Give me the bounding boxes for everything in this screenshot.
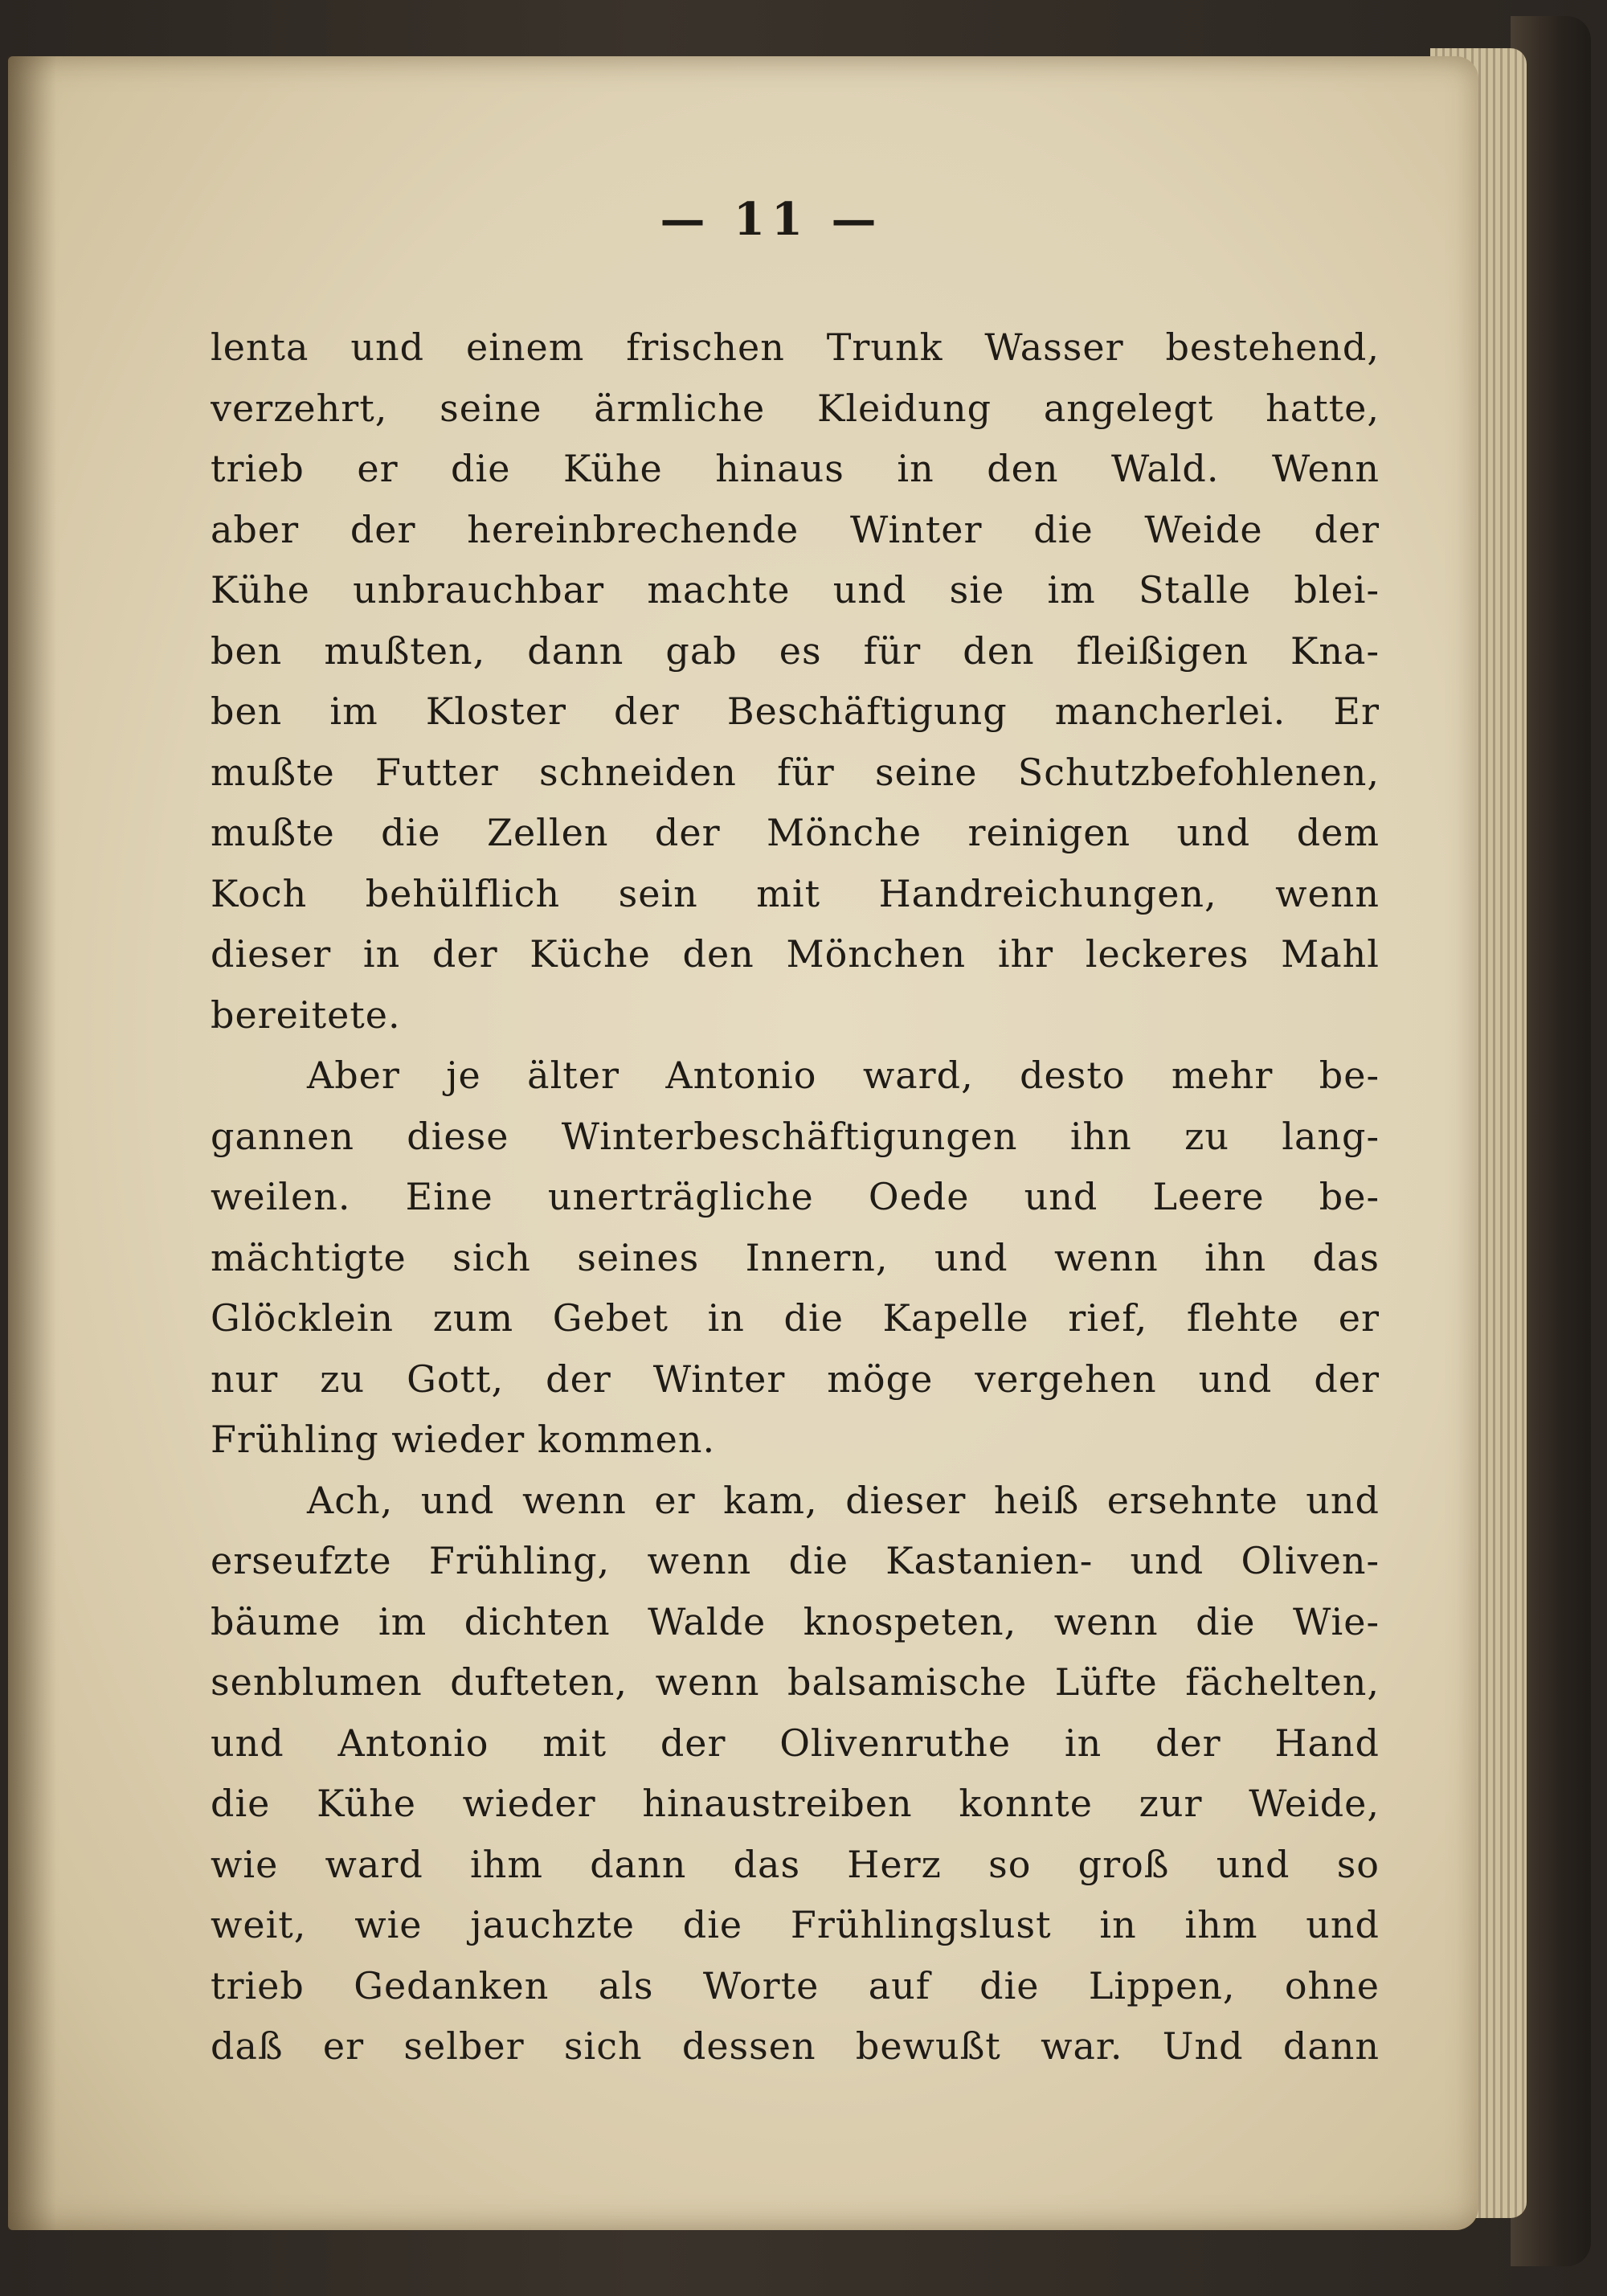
text-line: mußte Futter schneiden für seine Schutzbefohlenen, — [211, 750, 1380, 794]
text-line: Frühling wieder kommen. — [211, 1418, 716, 1461]
text-line: aber der hereinbrechende Winter die Weide der — [211, 507, 1380, 551]
text-line: trieb Gedanken als Worte auf die Lippen, ohne — [211, 1963, 1380, 2007]
text-line: ben im Kloster der Beschäftigung mancherlei. Er — [211, 690, 1380, 733]
text-line: erseufzte Frühling, wenn die Kastanien- und Oliven- — [211, 1539, 1380, 1582]
text-line: Ach, und wenn er kam, dieser heiß ersehnte und — [307, 1478, 1380, 1522]
text-line: trieb er die Kühe hinaus in den Wald. Wenn — [211, 447, 1380, 490]
page-number-header: — 11 — — [660, 193, 883, 246]
text-line: mächtigte sich seines Innern, und wenn ihn das — [211, 1235, 1380, 1279]
text-line: gannen diese Winterbeschäftigungen ihn zu lang- — [211, 1114, 1380, 1158]
text-line: Aber je älter Antonio ward, desto mehr be- — [307, 1054, 1380, 1097]
body-text — [211, 317, 1380, 2069]
text-line: weilen. Eine unerträgliche Oede und Leere be- — [211, 1175, 1380, 1218]
text-line: dieser in der Küche den Mönchen ihr leckeres Mahl — [211, 932, 1380, 976]
text-line: Kühe unbrauchbar machte und sie im Stalle blei- — [211, 568, 1380, 612]
text-line: und Antonio mit der Olivenruthe in der Hand — [211, 1721, 1380, 1765]
text-line: senblumen dufteten, wenn balsamische Lüfte fächelten, — [211, 1660, 1380, 1704]
text-line: Koch behülflich sein mit Handreichungen, wenn — [211, 871, 1380, 915]
text-line: Glöcklein zum Gebet in die Kapelle rief, flehte er — [211, 1296, 1380, 1340]
text-line: wie ward ihm dann das Herz so groß und so — [211, 1842, 1380, 1886]
text-line: weit, wie jauchzte die Frühlingslust in ihm und — [211, 1903, 1380, 1946]
text-line: mußte die Zellen der Mönche reinigen und dem — [211, 811, 1380, 854]
text-line: daß er selber sich dessen bewußt war. Und dann — [211, 2024, 1380, 2068]
text-line: ben mußten, dann gab es für den fleißigen Kna- — [211, 628, 1380, 673]
text-line: die Kühe wieder hinaustreiben konnte zur Weide, — [211, 1782, 1380, 1825]
text-line: bereitete. — [211, 992, 401, 1037]
text-line: verzehrt, seine ärmliche Kleidung angelegt hatte, — [211, 386, 1380, 430]
text-line: nur zu Gott, der Winter möge vergehen und der — [211, 1357, 1380, 1401]
text-line: lenta und einem frischen Trunk Wasser bestehend, — [211, 325, 1380, 369]
text-line: bäume im dichten Walde knospeten, wenn die Wie- — [211, 1599, 1380, 1643]
gutter-shadow — [8, 56, 56, 2230]
